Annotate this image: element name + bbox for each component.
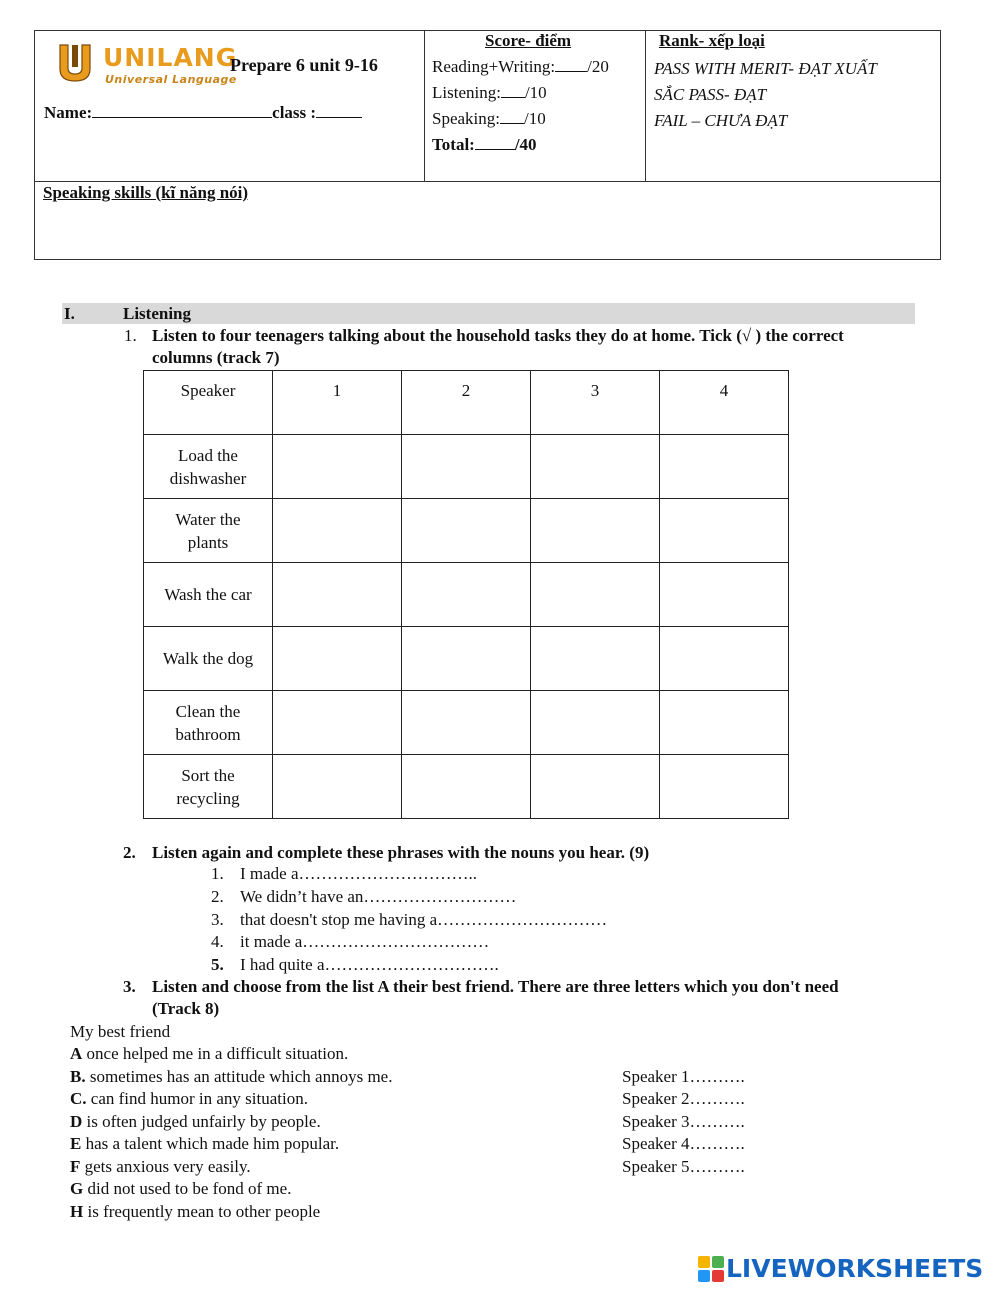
option-item: F gets anxious very easily.: [70, 1157, 251, 1176]
class-label: class :: [272, 103, 317, 122]
tick-cell[interactable]: [531, 499, 660, 563]
tick-cell[interactable]: [402, 435, 531, 499]
listening-score: Listening: /10: [432, 83, 547, 102]
tick-cell[interactable]: [273, 627, 402, 691]
task-label: Wash the car: [144, 563, 273, 627]
speaker-answer[interactable]: Speaker 3……….: [622, 1112, 745, 1131]
phrase-num: 3.: [211, 910, 224, 929]
tick-cell[interactable]: [273, 499, 402, 563]
name-field[interactable]: [44, 103, 362, 123]
speaker-col-header: 4: [660, 371, 789, 435]
tick-cell[interactable]: [660, 499, 789, 563]
tick-cell[interactable]: [273, 691, 402, 755]
option-item: B. sometimes has an attitude which annoys me.: [70, 1067, 393, 1086]
tick-cell[interactable]: [660, 755, 789, 819]
option-item: A once helped me in a difficult situation.: [70, 1044, 349, 1063]
divider: [645, 31, 646, 181]
name-label: Name:: [44, 103, 93, 122]
logo-tagline: Universal Language: [105, 73, 237, 86]
tick-cell[interactable]: [402, 755, 531, 819]
tick-cell[interactable]: [660, 563, 789, 627]
divider: [35, 181, 940, 182]
tick-cell[interactable]: [660, 627, 789, 691]
phrase-num: 5.: [211, 955, 224, 974]
tick-cell[interactable]: [660, 435, 789, 499]
best-friend-intro: My best friend: [70, 1022, 171, 1041]
section-title: Listening: [123, 304, 192, 323]
task-label: Walk the dog: [144, 627, 273, 691]
speaking-score: Speaking: /10: [432, 109, 546, 128]
tick-cell[interactable]: [273, 435, 402, 499]
phrase-item[interactable]: that doesn't stop me having a…………………………: [240, 910, 608, 929]
divider: [424, 31, 425, 181]
tick-cell[interactable]: [402, 627, 531, 691]
q1-instruction-cont: columns (track 7): [152, 348, 280, 367]
phrase-num: 4.: [211, 932, 224, 951]
table-row: [144, 435, 789, 499]
q3-instruction: Listen and choose from the list A their best friend. There are three letters which you don't need: [152, 977, 839, 996]
speaker-answer[interactable]: Speaker 2……….: [622, 1089, 745, 1108]
option-item: D is often judged unfairly by people.: [70, 1112, 321, 1131]
tick-table: [143, 370, 789, 819]
speaker-col-header: 2: [402, 371, 531, 435]
tick-cell[interactable]: [531, 435, 660, 499]
speaker-col-header: 3: [531, 371, 660, 435]
class-blank[interactable]: [316, 103, 362, 118]
test-title: Prepare 6 unit 9-16: [230, 55, 378, 75]
option-item: G did not used to be fond of me.: [70, 1179, 292, 1198]
speaker-answer[interactable]: Speaker 4……….: [622, 1134, 745, 1153]
option-item: H is frequently mean to other people: [70, 1202, 321, 1221]
tick-cell[interactable]: [273, 755, 402, 819]
task-label: Sort the recycling: [144, 755, 273, 819]
unilang-logo-icon: [57, 43, 93, 85]
total-score: Total: /40: [432, 135, 537, 154]
q1-number: 1.: [124, 326, 137, 345]
tick-cell[interactable]: [531, 563, 660, 627]
speaking-blank[interactable]: [500, 109, 524, 124]
rank-pass: SẮC PASS- ĐẠT: [654, 85, 767, 104]
listening-blank[interactable]: [501, 83, 525, 98]
task-label: Load the dishwasher: [144, 435, 273, 499]
tick-cell[interactable]: [273, 563, 402, 627]
table-header-row: [144, 371, 789, 435]
table-row: [144, 499, 789, 563]
speaking-skills-heading: Speaking skills (kĩ năng nói): [43, 183, 249, 202]
phrase-num: 2.: [211, 887, 224, 906]
rank-title: Rank- xếp loại: [659, 31, 765, 50]
q2-number: 2.: [123, 843, 136, 862]
option-item: C. can find humor in any situation.: [70, 1089, 308, 1108]
q1-instruction: Listen to four teenagers talking about the household tasks they do at home. Tick (√ ) the correct: [152, 326, 844, 345]
q3-instruction-cont: (Track 8): [152, 999, 220, 1018]
phrase-item[interactable]: We didn’t have an………………………: [240, 887, 517, 906]
speaker-answer[interactable]: Speaker 5……….: [622, 1157, 745, 1176]
rank-fail: FAIL – CHƯA ĐẠT: [654, 111, 788, 130]
name-blank[interactable]: [92, 103, 272, 118]
table-corner: Speaker: [144, 371, 273, 435]
speaker-answer[interactable]: Speaker 1……….: [622, 1067, 745, 1086]
liveworksheets-logo-icon: [698, 1256, 724, 1282]
task-label: Clean the bathroom: [144, 691, 273, 755]
task-label: Water the plants: [144, 499, 273, 563]
phrase-item[interactable]: it made a……………………………: [240, 932, 490, 951]
table-row: [144, 755, 789, 819]
watermark-text: LIVEWORKSHEETS: [726, 1254, 984, 1283]
q2-instruction: Listen again and complete these phrases with the nouns you hear. (9): [152, 843, 650, 862]
reading-writing-blank[interactable]: [555, 57, 587, 72]
header-box: [34, 30, 941, 260]
tick-cell[interactable]: [531, 691, 660, 755]
table-row: [144, 563, 789, 627]
tick-cell[interactable]: [531, 627, 660, 691]
total-blank[interactable]: [475, 135, 515, 150]
table-row: [144, 627, 789, 691]
reading-writing-score: Reading+Writing: /20: [432, 57, 609, 76]
phrase-num: 1.: [211, 864, 224, 883]
tick-cell[interactable]: [402, 563, 531, 627]
section-number: I.: [64, 304, 75, 323]
logo-wordmark: UNILANG: [103, 43, 238, 72]
tick-cell[interactable]: [660, 691, 789, 755]
table-row: [144, 691, 789, 755]
tick-cell[interactable]: [402, 499, 531, 563]
tick-cell[interactable]: [402, 691, 531, 755]
speaker-col-header: 1: [273, 371, 402, 435]
option-item: E has a talent which made him popular.: [70, 1134, 340, 1153]
tick-cell[interactable]: [531, 755, 660, 819]
phrase-item[interactable]: I had quite a………………………….: [240, 955, 499, 974]
score-title: Score- điểm: [485, 31, 572, 50]
rank-merit: PASS WITH MERIT- ĐẠT XUẤT: [654, 59, 877, 78]
q3-number: 3.: [123, 977, 136, 996]
phrase-item[interactable]: I made a…………………………..: [240, 864, 478, 883]
